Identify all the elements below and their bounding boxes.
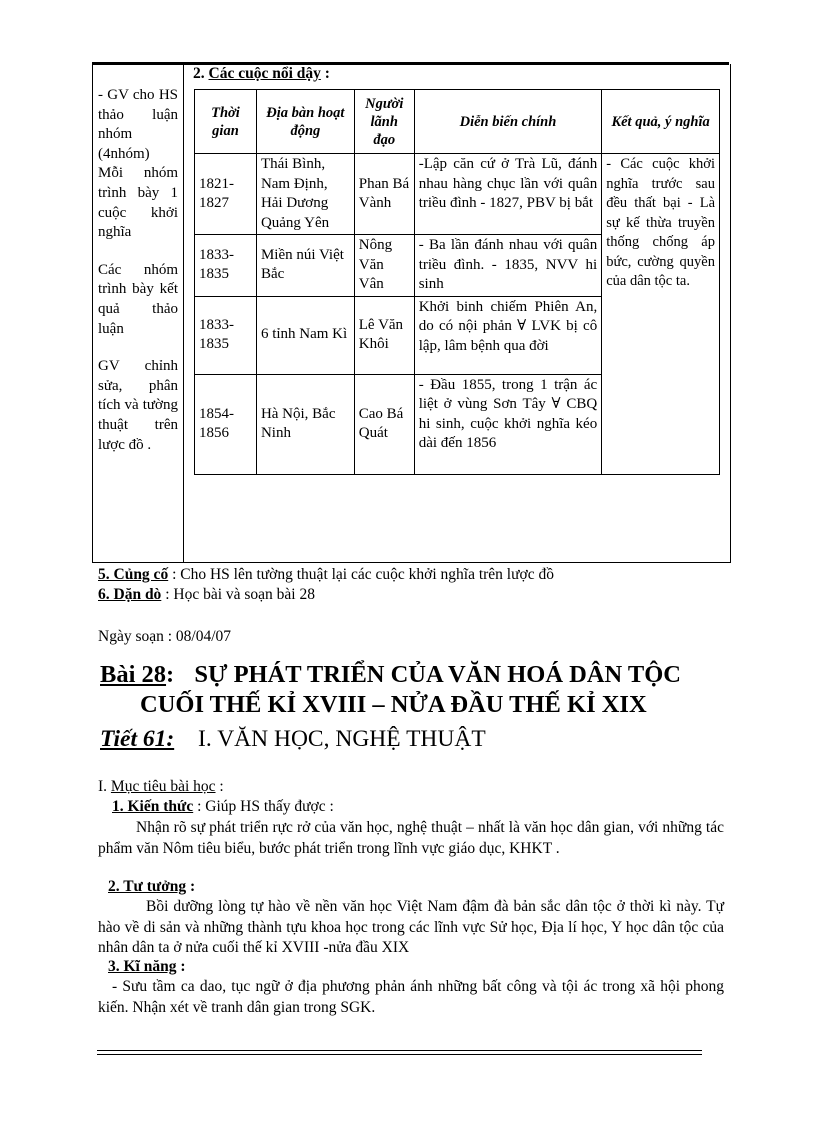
section-heading-uprisings	[193, 65, 330, 83]
period-heading	[100, 726, 486, 753]
cell-time: 1854-1856	[195, 374, 257, 474]
cell-time: 1833-1835	[195, 296, 257, 374]
activity-note: - GV cho HS thảo luận nhóm (4nhóm) Mỗi nhóm trình bày 1 cuộc khởi nghĩa	[98, 87, 178, 241]
objectives-title: Mục tiêu bài học	[110, 778, 216, 795]
cell-events: - Ba lần đánh nhau với quân triều đình. - 1835, NVV hi sinh	[414, 235, 602, 297]
header-time: Thời gian	[195, 90, 257, 154]
lesson-title-line1: SỰ PHÁT TRIỂN CỦA VĂN HOÁ DÂN TỘC	[194, 661, 682, 688]
skill-text: - Sưu tầm ca dao, tục ngữ ở địa phương phản ánh những bất công và tội ác trong xã hội phong kiến. Nhận xét về tranh dân gian trong SGK.	[98, 978, 724, 1016]
homework-line	[98, 586, 315, 604]
header-leader: Người lãnh đạo	[354, 90, 414, 154]
thought-text: Bồi dưỡng lòng tự hào về nền văn học Việt Nam đậm đà bản sắc dân tộc ở thời kì này. Tự hào về di sản và những thành tựu khoa học trong các lĩnh vực Sử học, Địa lí học, Y học dân tộc của nhân dân ta ở nửa cuối thế kỉ XVIII -nửa đầu XIX	[98, 898, 724, 956]
lesson-colon: :	[166, 661, 175, 688]
header-result: Kết quả, ý nghĩa	[602, 90, 720, 154]
cell-time: 1833-1835	[195, 235, 257, 297]
knowledge-text: Nhận rõ sự phát triển rực rở của văn học, nghệ thuật – nhất là văn học dân gian, với những tác phẩm văn Nôm tiêu biểu, bước phát triển trong lĩnh vực giáo dục, KHKT .	[98, 819, 724, 857]
cell-events: - Đầu 1855, trong 1 trận ác liệt ở vùng Sơn Tây ∀ CBQ hi sinh, cuộc khởi nghĩa kéo dài đến 1856	[414, 374, 602, 474]
cell-place: 6 tỉnh Nam Kì	[256, 296, 354, 374]
consolidation-text: : Cho HS lên tường thuật lại các cuộc khởi nghĩa trên lược đồ	[172, 566, 554, 583]
objectives-suffix: :	[219, 778, 224, 795]
consolidation-line	[98, 566, 554, 584]
footer-rule	[97, 1050, 702, 1051]
homework-label: 6. Dặn dò	[98, 586, 162, 603]
table-row	[195, 154, 720, 235]
thought-label: 2. Tư tưởng	[108, 878, 187, 895]
cell-leader: Nông Văn Vân	[354, 235, 414, 297]
cell-events: Khởi binh chiếm Phiên An, do có nội phản ∀ LVK bị cô lập, lâm bệnh qua đời	[414, 296, 602, 374]
cell-result: - Các cuộc khởi nghĩa trước sau đều thất bại - Là sự kế thừa truyền thống chống áp bức, cường quyền của dân tộc ta.	[602, 154, 720, 475]
objectives-prefix: I.	[98, 778, 108, 795]
lesson-label: Bài 28	[100, 661, 167, 688]
cell-events: -Lập căn cứ ở Trà Lũ, đánh nhau hàng chục lần với quân triều đình - 1827, PBV bị bắt	[414, 154, 602, 235]
skill-heading	[108, 958, 186, 976]
knowledge-label: 1. Kiến thức	[112, 798, 194, 815]
cell-place: Miền núi Việt Bắc	[256, 235, 354, 297]
uprisings-table	[194, 89, 720, 475]
cell-time: 1821-1827	[195, 154, 257, 235]
knowledge-heading	[112, 798, 334, 816]
table-header-row	[195, 90, 720, 154]
lesson-title-line2: CUỐI THẾ KỈ XVIII – NỬA ĐẦU THẾ KỈ XIX	[140, 691, 647, 718]
cell-leader: Phan Bá Vành	[354, 154, 414, 235]
objectives-heading	[98, 778, 224, 796]
section-number: 2.	[193, 65, 205, 82]
prep-date: Ngày soạn : 08/04/07	[98, 628, 232, 645]
lesson-title	[100, 660, 720, 720]
skill-suffix: :	[180, 958, 186, 975]
cell-leader: Lê Văn Khôi	[354, 296, 414, 374]
period-label: Tiết 61:	[100, 726, 175, 752]
header-events: Diễn biến chính	[414, 90, 602, 154]
header-place: Địa bàn hoạt động	[256, 90, 354, 154]
skill-label: 3. Kĩ năng	[108, 958, 177, 975]
cell-place: Thái Bình, Nam Định, Hải Dương Quảng Yên	[256, 154, 354, 235]
activity-note: GV chỉnh sửa, phân tích và tường thuật trên lược đồ .	[98, 358, 178, 453]
knowledge-intro: : Giúp HS thấy được :	[197, 798, 334, 815]
cell-place: Hà Nội, Bắc Ninh	[256, 374, 354, 474]
period-title: I. VĂN HỌC, NGHỆ THUẬT	[198, 726, 486, 752]
column-divider	[183, 64, 184, 562]
thought-suffix: :	[190, 878, 196, 895]
footer-rule	[97, 1054, 702, 1055]
teacher-activity-column	[98, 86, 178, 473]
consolidation-label: 5. Củng cố	[98, 566, 169, 583]
section-title: Các cuộc nổi dậy	[208, 65, 321, 82]
activity-note: Các nhóm trình bày kết quả thảo luận	[98, 261, 178, 337]
homework-text: : Học bài và soạn bài 28	[165, 586, 315, 603]
section-colon: :	[324, 65, 330, 82]
cell-leader: Cao Bá Quát	[354, 374, 414, 474]
thought-heading	[108, 878, 195, 896]
